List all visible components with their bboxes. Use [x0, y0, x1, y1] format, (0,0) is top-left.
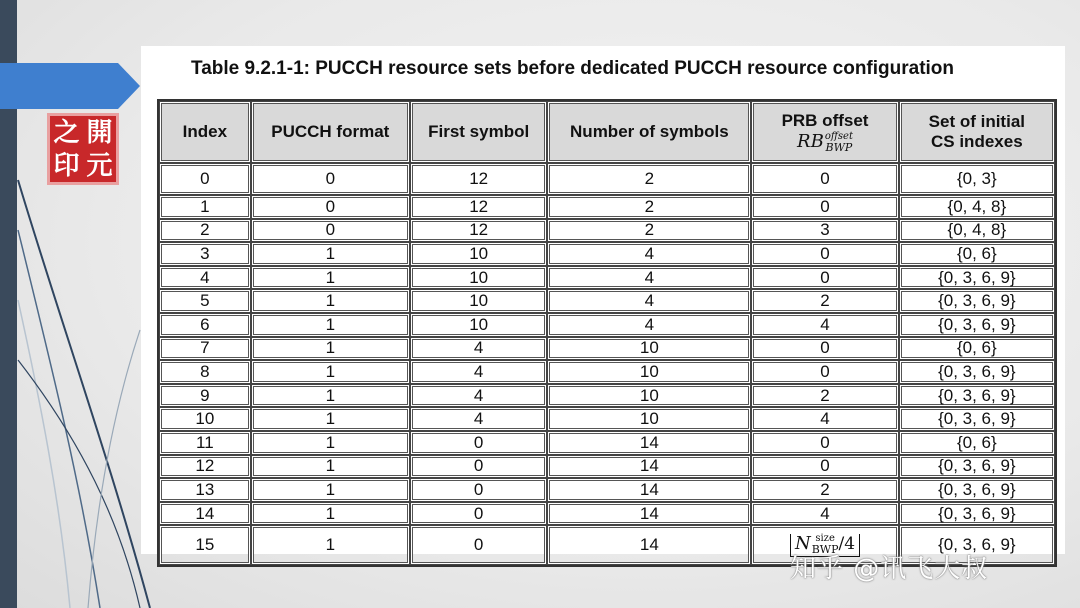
table-row	[159, 384, 1055, 408]
cell-number-of-symbols: 10	[547, 407, 751, 431]
cell-prb-offset: 0	[751, 163, 898, 195]
cell-format: 1	[251, 525, 410, 565]
cell-index: 1	[159, 195, 251, 219]
cell-prb-offset: 2	[751, 384, 898, 408]
cell-cs-indexes: {0, 6}	[899, 337, 1055, 361]
cell-number-of-symbols: 10	[547, 337, 751, 361]
cell-index: 15	[159, 525, 251, 565]
table-row	[159, 502, 1055, 526]
cell-index: 7	[159, 337, 251, 361]
cell-format: 1	[251, 384, 410, 408]
cell-cs-indexes: {0, 3, 6, 9}	[899, 266, 1055, 290]
cell-format: 1	[251, 431, 410, 455]
cell-index: 14	[159, 502, 251, 526]
cell-number-of-symbols: 14	[547, 525, 751, 565]
cell-prb-offset: 4	[751, 313, 898, 337]
formula-sub: BWP	[811, 542, 839, 556]
header-number-of-symbols: Number of symbols	[547, 101, 751, 163]
table-row	[159, 219, 1055, 243]
cell-cs-indexes: {0, 3, 6, 9}	[899, 455, 1055, 479]
cell-prb-offset: 0	[751, 360, 898, 384]
cell-number-of-symbols: 14	[547, 502, 751, 526]
table-row	[159, 455, 1055, 479]
cell-first-symbol: 12	[410, 163, 547, 195]
cell-prb-offset: 2	[751, 289, 898, 313]
table-row	[159, 431, 1055, 455]
cell-first-symbol: 12	[410, 219, 547, 243]
cell-format: 1	[251, 360, 410, 384]
cell-number-of-symbols: 4	[547, 242, 751, 266]
cell-number-of-symbols: 14	[547, 478, 751, 502]
cell-number-of-symbols: 4	[547, 313, 751, 337]
cell-first-symbol: 4	[410, 384, 547, 408]
formula-sup: offset	[824, 130, 853, 142]
cell-first-symbol: 0	[410, 525, 547, 565]
cell-first-symbol: 0	[410, 455, 547, 479]
cell-index: 2	[159, 219, 251, 243]
cell-first-symbol: 4	[410, 360, 547, 384]
table-row	[159, 478, 1055, 502]
cell-index: 3	[159, 242, 251, 266]
header-cs-line2: CS indexes	[931, 132, 1023, 151]
cell-prb-offset: 0	[751, 195, 898, 219]
formula-sub: BWP	[825, 140, 853, 154]
cell-number-of-symbols: 2	[547, 219, 751, 243]
cell-index: 10	[159, 407, 251, 431]
cell-cs-indexes: {0, 3, 6, 9}	[899, 384, 1055, 408]
cell-index: 5	[159, 289, 251, 313]
cell-format: 0	[251, 195, 410, 219]
cell-cs-indexes: {0, 3}	[899, 163, 1055, 195]
cell-prb-offset: 4	[751, 407, 898, 431]
cell-first-symbol: 10	[410, 313, 547, 337]
cell-format: 1	[251, 242, 410, 266]
cell-cs-indexes: {0, 3, 6, 9}	[899, 313, 1055, 337]
prb-offset-formula	[752, 131, 897, 153]
logo-char: 開	[86, 117, 113, 148]
cell-cs-indexes: {0, 4, 8}	[899, 219, 1055, 243]
table-row	[159, 407, 1055, 431]
table-row	[159, 242, 1055, 266]
slide-content	[141, 46, 1065, 554]
cell-first-symbol: 0	[410, 502, 547, 526]
cell-first-symbol: 4	[410, 407, 547, 431]
cell-format: 1	[251, 478, 410, 502]
logo-char: 元	[86, 150, 113, 181]
cell-number-of-symbols: 4	[547, 289, 751, 313]
header-prb-offset	[751, 101, 898, 163]
cell-number-of-symbols: 2	[547, 195, 751, 219]
cell-prb-offset: 2	[751, 478, 898, 502]
table-row	[159, 313, 1055, 337]
cell-first-symbol: 0	[410, 478, 547, 502]
cell-prb-offset: 3	[751, 219, 898, 243]
cell-cs-indexes: {0, 3, 6, 9}	[899, 478, 1055, 502]
cell-cs-indexes: {0, 4, 8}	[899, 195, 1055, 219]
table-row	[159, 360, 1055, 384]
cell-format: 1	[251, 455, 410, 479]
cell-prb-offset: 0	[751, 266, 898, 290]
cell-cs-indexes: {0, 3, 6, 9}	[899, 407, 1055, 431]
cell-format: 1	[251, 289, 410, 313]
cell-first-symbol: 10	[410, 266, 547, 290]
cell-index: 9	[159, 384, 251, 408]
header-first-symbol: First symbol	[410, 101, 547, 163]
cell-format: 1	[251, 502, 410, 526]
cell-cs-indexes: {0, 6}	[899, 431, 1055, 455]
header-pucch-format: PUCCH format	[251, 101, 410, 163]
logo-stamp	[47, 113, 119, 185]
logo-char: 印	[53, 150, 80, 181]
header-index: Index	[159, 101, 251, 163]
table-row	[159, 163, 1055, 195]
cell-cs-indexes: {0, 3, 6, 9}	[899, 360, 1055, 384]
cell-index: 6	[159, 313, 251, 337]
header-row	[159, 101, 1055, 163]
cell-cs-indexes: {0, 3, 6, 9}	[899, 289, 1055, 313]
cell-index: 11	[159, 431, 251, 455]
cell-prb-offset: 4	[751, 502, 898, 526]
cell-cs-indexes: {0, 3, 6, 9}	[899, 502, 1055, 526]
cell-prb-offset: 0	[751, 431, 898, 455]
cell-cs-indexes: {0, 3, 6, 9}	[899, 525, 1055, 565]
cell-first-symbol: 12	[410, 195, 547, 219]
table-row	[159, 266, 1055, 290]
cell-format: 1	[251, 266, 410, 290]
cell-number-of-symbols: 14	[547, 431, 751, 455]
header-prb-offset-label: PRB offset	[781, 111, 869, 131]
cell-first-symbol: 4	[410, 337, 547, 361]
cell-first-symbol: 10	[410, 242, 547, 266]
cell-index: 13	[159, 478, 251, 502]
table-row	[159, 337, 1055, 361]
cell-prb-offset: 0	[751, 337, 898, 361]
cell-first-symbol: 0	[410, 431, 547, 455]
cell-number-of-symbols: 10	[547, 360, 751, 384]
cell-format: 0	[251, 163, 410, 195]
cell-cs-indexes: {0, 6}	[899, 242, 1055, 266]
watermark-text: 知乎 @讯飞大叔	[790, 554, 989, 584]
formula-tail: /4	[838, 533, 856, 554]
cell-number-of-symbols: 14	[547, 455, 751, 479]
cell-index: 8	[159, 360, 251, 384]
logo-char: 之	[53, 117, 80, 148]
formula-base: N	[794, 532, 811, 554]
cell-number-of-symbols: 10	[547, 384, 751, 408]
table-row	[159, 195, 1055, 219]
pucch-resource-table	[157, 99, 1057, 567]
cell-format: 1	[251, 337, 410, 361]
formula-base: RB	[797, 131, 824, 153]
cell-index: 12	[159, 455, 251, 479]
formula-sup: size	[815, 532, 835, 544]
cell-first-symbol: 10	[410, 289, 547, 313]
cell-format: 1	[251, 313, 410, 337]
header-cs-line1: Set of initial	[928, 112, 1025, 131]
cell-number-of-symbols: 2	[547, 163, 751, 195]
cell-prb-offset: 0	[751, 455, 898, 479]
cell-index: 0	[159, 163, 251, 195]
cell-format: 1	[251, 407, 410, 431]
cell-index: 4	[159, 266, 251, 290]
header-cs-indexes	[899, 101, 1055, 163]
cell-number-of-symbols: 4	[547, 266, 751, 290]
table-title: Table 9.2.1-1: PUCCH resource sets before dedicated PUCCH resource configuration	[191, 58, 955, 79]
cell-format: 0	[251, 219, 410, 243]
section-arrow-tab	[0, 63, 140, 109]
table-row	[159, 289, 1055, 313]
cell-prb-offset: 0	[751, 242, 898, 266]
